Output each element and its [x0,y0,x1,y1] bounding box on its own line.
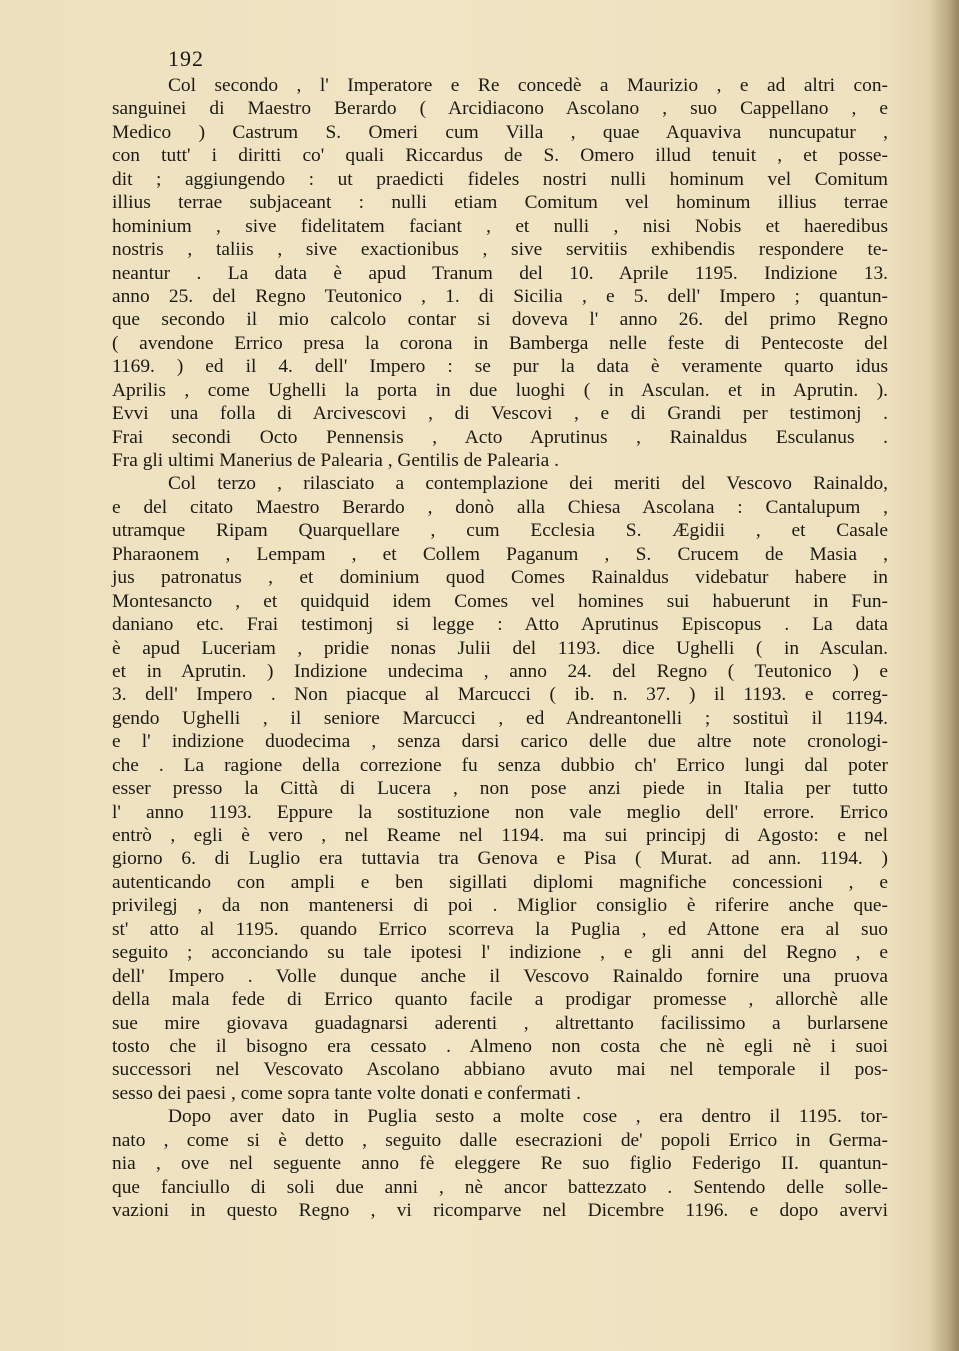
text-line: privilegj , da non mantenersi di poi . Miglior consiglio è riferire anche que- [112,895,888,917]
text-line: sesso dei paesi , come sopra tante volte donati e confermati . [112,1082,581,1104]
text-line: gendo Ughelli , il seniore Marcucci , ed Andreantonelli ; sostituì il 1194. [112,707,888,729]
text-line: esser presso la Città di Lucera , non pose anzi piede in Italia per tutto [112,778,888,800]
text-line: nato , come si è detto , seguito dalle esecrazioni de' popoli Errico in Germa- [112,1129,888,1151]
text-line: ( avendone Errico presa la corona in Bamberga nelle feste di Pentecoste del [112,332,888,354]
text-line: è apud Luceriam , pridie nonas Julii del 1193. dice Ughelli ( in Asculan. [112,637,888,659]
text-line: dit ; aggiungendo : ut praedicti fideles nostri nulli hominum vel Comitum [112,168,888,190]
text-line: illius terrae subjaceant : nulli etiam Comitum vel hominum illius terrae [112,192,888,214]
text-line: e del citato Maestro Berardo , donò alla Chiesa Ascolana : Cantalupum , [112,496,888,518]
text-line: neantur . La data è apud Tranum del 10. Aprile 1195. Indizione 13. [112,262,888,284]
text-line: Evvi una folla di Arcivescovi , di Vescovi , e di Grandi per testimonj . [112,403,888,425]
page-binding-shadow [929,0,959,1351]
text-line: della mala fede di Errico quanto facile a prodigar promesse , allorchè alle [112,989,888,1011]
text-line: jus patronatus , et dominium quod Comes Rainaldus videbatur habere in [112,567,888,589]
text-line: con tutt' i diritti co' quali Riccardus de S. Omero illud tenuit , et posse- [112,145,888,167]
text-line: Frai secondi Octo Pennensis , Acto Aprutinus , Rainaldus Esculanus . [112,426,888,448]
text-line: sue mire giovava guadagnarsi aderenti , altrettanto facilissimo a burlarsene [112,1012,888,1034]
text-line: successori nel Vescovato Ascolano abbiano avuto mai nel temporale il pos- [112,1059,888,1081]
text-line: st' atto al 1195. quando Errico scorreva la Puglia , ed Attone era al suo [112,918,888,940]
page-number: 192 [168,46,204,71]
text-line: nostris , taliis , sive exactionibus , sive servitiis exhibendis respondere te- [112,239,888,261]
text-line: dell' Impero . Volle dunque anche il Vescovo Rainaldo fornire una pruova [112,965,888,987]
text-line: che . La ragione della correzione fu senza dubbio ch' Errico lungi dal poter [112,754,888,776]
text-line: autenticando con ampli e ben sigillati diplomi magnifiche concessioni , e [112,871,888,893]
text-line: Medico ) Castrum S. Omeri cum Villa , quae Aquaviva nuncupatur , [112,121,888,143]
text-line: Fra gli ultimi Manerius de Palearia , Gentilis de Palearia . [112,450,559,471]
text-line: 1169. ) ed il 4. dell' Impero : se pur la data è veramente quarto idus [112,356,888,378]
text-line: Dopo aver dato in Puglia sesto a molte cose , era dentro il 1195. tor- [168,1106,888,1128]
text-line: seguito ; acconciando su tale ipotesi l' indizione , e gli anni del Regno , e [112,942,888,964]
text-line: anno 25. del Regno Teutonico , 1. di Sicilia , e 5. dell' Impero ; quantun- [112,285,888,307]
text-line: tosto che il bisogno era cessato . Almeno non costa che nè egli nè i suoi [112,1035,888,1057]
text-line: e l' indizione duodecima , senza darsi carico delle due altre note cronologi- [112,731,888,753]
text-line: giorno 6. di Luglio era tuttavia tra Genova e Pisa ( Murat. ad ann. 1194. ) [112,848,888,870]
text-line: hominium , sive fidelitatem faciant , et nulli , nisi Nobis et haeredibus [112,215,888,237]
text-line: entrò , egli è vero , nel Reame nel 1194. ma sui principj di Agosto: e nel [112,825,888,846]
text-line: utramque Ripam Quarquellare , cum Ecclesia S. Ægidii , et Casale [112,520,888,542]
text-line: que fanciullo di soli due anni , nè ancor battezzato . Sentendo delle solle- [112,1176,888,1198]
text-line: que secondo il mio calcolo contar si doveva l' anno 26. del primo Regno [112,309,888,331]
text-line: vazioni in questo Regno , vi ricomparve nel Dicembre 1196. e dopo avervi [112,1200,888,1221]
text-line: nia , ove nel seguente anno fè eleggere Re suo figlio Federigo II. quantun- [112,1153,888,1175]
text-line: Aprilis , come Ughelli la porta in due luoghi ( in Asculan. et in Aprutin. ). [112,379,888,401]
text-line: Pharaonem , Lempam , et Collem Paganum , S. Crucem de Masia , [112,543,888,565]
text-line: sanguinei di Maestro Berardo ( Arcidiacono Ascolano , suo Cappellano , e [112,98,888,120]
text-line: Col terzo , rilasciato a contemplazione dei meriti del Vescovo Rainaldo, [168,473,888,495]
text-line: daniano etc. Frai testimonj si legge : Atto Aprutinus Episcopus . La data [112,614,888,636]
text-line: Col secondo , l' Imperatore e Re concedè a Maurizio , e ad altri con- [168,75,888,96]
text-line: Montesancto , et quidquid idem Comes vel homines sui habuerunt in Fun- [112,590,888,612]
body-text [112,74,888,1222]
text-line: 3. dell' Impero . Non piacque al Marcucci ( ib. n. 37. ) il 1193. e correg- [112,684,888,706]
text-line: l' anno 1193. Eppure la sostituzione non vale meglio dell' errore. Errico [112,801,888,823]
text-line: et in Aprutin. ) Indizione undecima , anno 24. del Regno ( Teutonico ) e [112,660,888,682]
